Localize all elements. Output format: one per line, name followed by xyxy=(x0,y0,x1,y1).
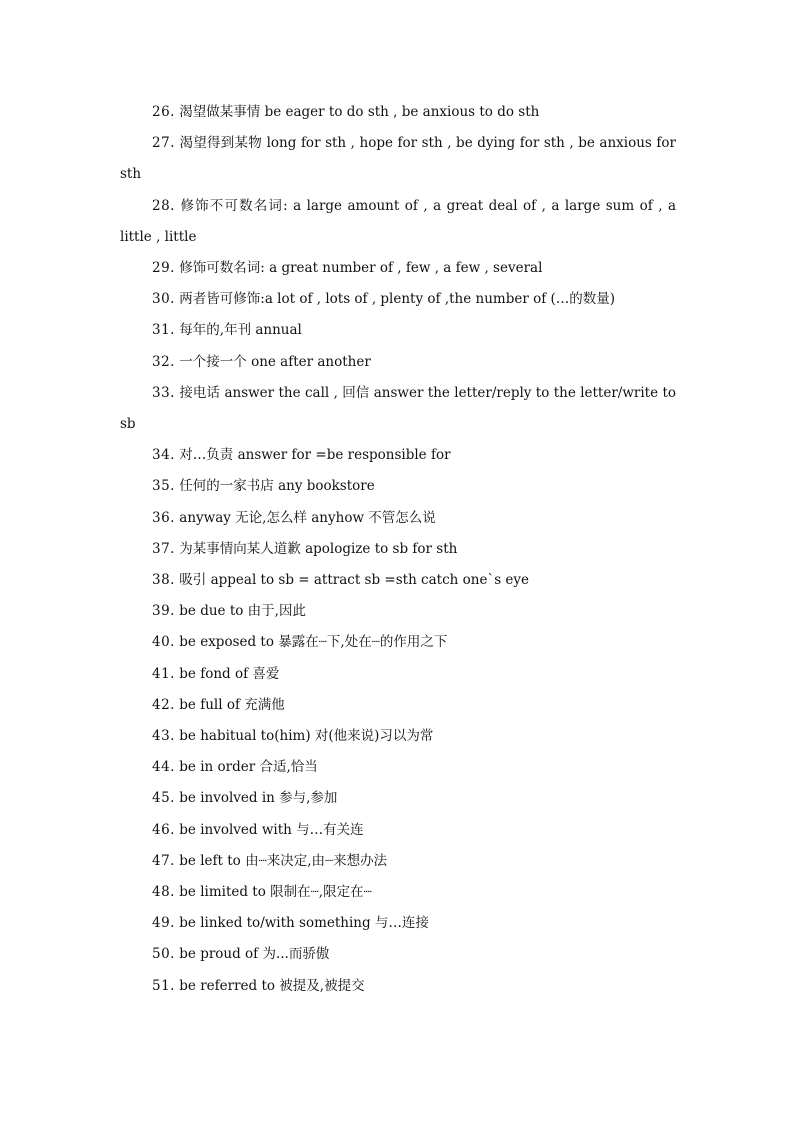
list-item xyxy=(120,378,676,440)
item-number: 37. xyxy=(152,540,175,557)
item-number: 46. xyxy=(152,821,175,838)
item-text: 任何的一家书店 any bookstore xyxy=(179,478,375,495)
vocabulary-list xyxy=(120,97,676,1002)
list-item xyxy=(120,253,676,284)
item-text: be left to 由┈来决定,由┈来想办法 xyxy=(179,852,388,869)
item-text: anyway 无论,怎么样 anyhow 不管怎么说 xyxy=(179,509,436,526)
item-text: be limited to 限制在┈,限定在┈ xyxy=(179,884,372,901)
item-text: be referred to 被提及,被提交 xyxy=(179,977,365,994)
list-item xyxy=(120,908,676,939)
item-number: 40. xyxy=(152,634,175,651)
item-text: 渴望得到某物 long for sth , hope for sth , be dying for sth , be anxious for sth xyxy=(120,135,676,183)
item-text: be in order 合适,恰当 xyxy=(179,759,318,776)
list-item xyxy=(120,191,676,253)
item-number: 36. xyxy=(152,509,175,526)
item-text: 吸引 appeal to sb = attract sb =sth catch one`s eye xyxy=(179,572,530,589)
item-number: 29. xyxy=(152,260,175,277)
list-item xyxy=(120,596,676,627)
item-number: 26. xyxy=(152,104,175,120)
list-item xyxy=(120,440,676,471)
item-number: 49. xyxy=(152,915,175,932)
item-number: 30. xyxy=(152,291,175,308)
item-text: be habitual to(him) 对(他来说)习以为常 xyxy=(179,728,434,745)
item-text: 修饰不可数名词: a large amount of , a great deal of , a large sum of , a little , little xyxy=(120,197,677,245)
item-number: 51. xyxy=(152,977,175,994)
item-number: 47. xyxy=(152,852,175,869)
list-item xyxy=(120,783,676,814)
item-text: 对…负责 answer for =be responsible for xyxy=(179,447,451,464)
list-item xyxy=(120,690,676,721)
list-item xyxy=(120,347,676,378)
list-item xyxy=(120,627,676,658)
item-text: 一个接一个 one after another xyxy=(179,353,371,370)
item-number: 27. xyxy=(152,135,175,152)
item-text: 每年的,年刊 annual xyxy=(179,322,302,339)
item-text: 为某事情向某人道歉 apologize to sb for sth xyxy=(179,540,458,557)
item-text: 两者皆可修饰:a lot of , lots of , plenty of ,the number of (…的数量) xyxy=(179,291,616,308)
item-text: 修饰可数名词: a great number of , few , a few , several xyxy=(179,260,543,277)
list-item xyxy=(120,659,676,690)
item-text: be linked to/with something 与…连接 xyxy=(179,915,429,932)
list-item xyxy=(120,97,676,128)
item-number: 48. xyxy=(152,884,175,901)
item-number: 33. xyxy=(152,384,175,401)
list-item xyxy=(120,471,676,502)
item-number: 43. xyxy=(152,728,175,745)
list-item xyxy=(120,284,676,315)
item-number: 41. xyxy=(152,665,175,682)
item-number: 32. xyxy=(152,353,175,370)
item-text: be full of 充满他 xyxy=(179,696,285,713)
list-item xyxy=(120,877,676,908)
item-number: 31. xyxy=(152,322,175,339)
list-item xyxy=(120,315,676,346)
item-text: be involved with 与…有关连 xyxy=(179,821,364,838)
item-text: 渴望做某事情 be eager to do sth , be anxious to do sth xyxy=(179,104,540,120)
item-text: 接电话 answer the call , 回信 answer the letter/reply to the letter/write to sb xyxy=(120,384,676,433)
item-number: 39. xyxy=(152,603,175,620)
list-item xyxy=(120,721,676,752)
item-number: 50. xyxy=(152,946,175,963)
item-number: 45. xyxy=(152,790,175,807)
item-number: 44. xyxy=(152,759,175,776)
list-item xyxy=(120,971,676,1002)
item-number: 35. xyxy=(152,478,175,495)
list-item xyxy=(120,503,676,534)
item-text: be proud of 为...而骄傲 xyxy=(179,946,330,963)
item-text: be due to 由于,因此 xyxy=(179,603,306,620)
item-number: 42. xyxy=(152,696,175,713)
list-item xyxy=(120,128,676,190)
list-item xyxy=(120,846,676,877)
item-text: be exposed to 暴露在┈下,处在┈的作用之下 xyxy=(179,634,448,651)
list-item xyxy=(120,752,676,783)
item-text: be fond of 喜爱 xyxy=(179,665,280,682)
item-number: 38. xyxy=(152,572,175,589)
list-item xyxy=(120,939,676,970)
list-item xyxy=(120,565,676,596)
item-text: be involved in 参与,参加 xyxy=(179,790,338,807)
item-number: 28. xyxy=(152,197,175,214)
list-item xyxy=(120,534,676,565)
item-number: 34. xyxy=(152,447,175,464)
list-item xyxy=(120,815,676,846)
